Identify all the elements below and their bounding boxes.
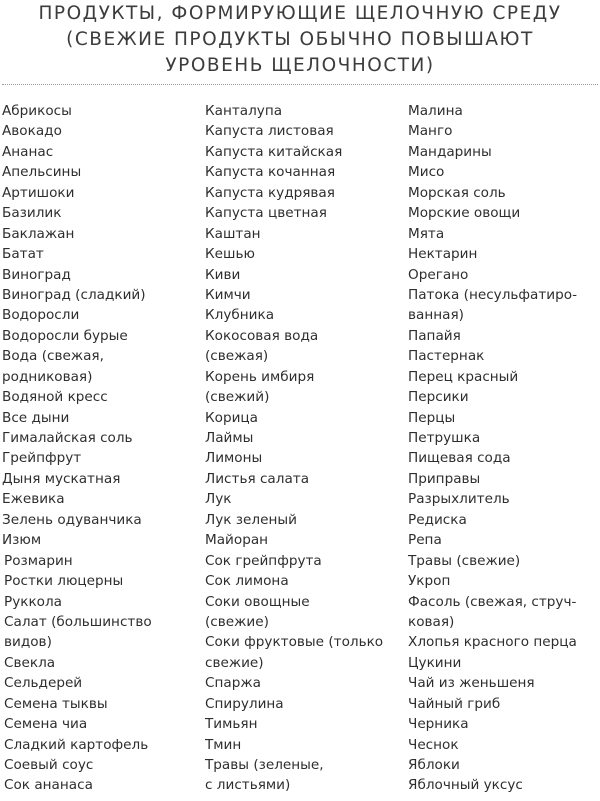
food-list-item: родниковая) [2, 368, 93, 385]
food-list-item: Мята [408, 225, 445, 242]
food-list-item: Базилик [2, 205, 62, 222]
food-list-item: Морские овощи [408, 205, 521, 222]
food-list-item: Сок ананаса [4, 777, 93, 794]
food-list-item: Салат (большинство [4, 613, 152, 630]
food-list-item: Семена чиа [4, 716, 88, 733]
food-list-item: Кокосовая вода [205, 327, 319, 344]
food-list-column-1 [2, 101, 198, 796]
food-list-item: Редиска [408, 511, 467, 528]
food-list-item: Руккола [4, 593, 62, 610]
food-list-item: Разрыхлитель [408, 491, 510, 508]
food-list-item: Водоросли [2, 307, 80, 324]
food-list-item: Нектарин [408, 246, 478, 263]
food-list-item: Хлопья красного перца [408, 634, 577, 651]
food-list-item: Грейпфрут [2, 450, 82, 467]
food-list-item: Капуста листовая [205, 123, 334, 140]
food-list-item: Капуста кудрявая [205, 184, 335, 201]
food-list-item: Мандарины [408, 143, 492, 160]
food-list-item: Сок лимона [205, 573, 289, 590]
page-title-line-1: ПРОДУКТЫ, ФОРМИРУЮЩИЕ ЩЕЛОЧНУЮ СРЕДУ [38, 3, 562, 24]
food-list-item: Укроп [408, 573, 451, 590]
page-title-line-3: УРОВЕНЬ ЩЕЛОЧНОСТИ) [165, 55, 435, 76]
food-list-item: Батат [2, 246, 44, 263]
food-list-item: Водяной кресс [2, 389, 108, 406]
food-list-item: Перцы [408, 409, 456, 426]
food-list-item: Семена тыквы [4, 695, 108, 712]
food-list-item: Зелень одуванчика [2, 511, 142, 528]
food-list-item: Репа [408, 532, 442, 549]
food-list-item: ванная) [408, 307, 464, 324]
food-list-item: Соки фруктовые (только [205, 634, 384, 651]
food-list-item: Спирулина [205, 695, 284, 712]
food-list-item: Тимьян [205, 716, 258, 733]
food-list-item: Лук зеленый [205, 511, 297, 528]
food-list-item: Чай из женьшеня [408, 675, 535, 692]
food-list-item: Пастернак [408, 348, 485, 365]
food-list-item: с листьями) [205, 777, 291, 794]
food-list-item: Патока (несульфатиро- [408, 286, 577, 303]
food-list-item: Баклажан [2, 225, 75, 242]
food-list-item: Авокадо [2, 123, 62, 140]
food-list-item: Изюм [2, 532, 42, 549]
food-list-item: (свежий) [205, 389, 270, 406]
food-list-item: Канталупа [205, 103, 283, 119]
food-list-item: Сок грейпфрута [205, 552, 322, 569]
food-list-item: Киви [205, 266, 241, 283]
food-list-item: Корица [205, 409, 259, 426]
food-list-item: (свежие) [205, 613, 269, 630]
page-title-line-2: (СВЕЖИЕ ПРОДУКТЫ ОБЫЧНО ПОВЫШАЮТ [66, 29, 534, 50]
food-list-item: Все дыни [2, 409, 70, 426]
food-list-item: Капуста китайская [205, 143, 343, 160]
food-list-item: Спаржа [205, 675, 261, 692]
food-list-item: Водоросли бурые [2, 327, 128, 344]
food-list-item: Цукини [408, 654, 462, 671]
food-list-item: Апельсины [2, 164, 82, 181]
food-list-item: Вода (свежая, [2, 348, 104, 365]
food-list-column-2 [205, 101, 401, 796]
food-list-item: Виноград (сладкий) [2, 286, 146, 303]
food-list-item: Ростки люцерны [4, 573, 124, 590]
food-list-item: Папайя [408, 327, 461, 344]
food-list-item: Яблоки [408, 757, 460, 773]
food-list-item: Капуста цветная [205, 205, 327, 222]
food-list-item: Ежевика [2, 491, 65, 508]
food-list-item: (свежая) [205, 348, 269, 365]
food-list-item: видов) [4, 634, 52, 651]
food-list-item: Тмин [205, 736, 242, 753]
food-list-item: ковая) [408, 613, 455, 630]
food-list-item: Абрикосы [2, 103, 72, 119]
food-list-item: Пищевая сода [408, 450, 511, 467]
food-list-item: Травы (зеленые, [205, 757, 324, 773]
food-list-item: Сладкий картофель [4, 736, 149, 753]
food-list-item: Соки овощные [205, 593, 310, 610]
food-list-item: Манго [408, 123, 453, 140]
food-list-item: Майоран [205, 532, 269, 549]
food-list-item: Капуста кочанная [205, 164, 336, 181]
food-list-item: Мисо [408, 164, 445, 181]
food-list-column-3 [408, 101, 600, 796]
food-list-item: Сельдерей [4, 675, 83, 692]
food-list-item: Морская соль [408, 184, 506, 201]
food-list-item: свежие) [205, 654, 264, 671]
food-list-item: Артишоки [2, 184, 75, 201]
food-list-item: Лук [205, 491, 232, 508]
food-list-item: Корень имбиря [205, 368, 315, 385]
food-list-item: Малина [408, 103, 463, 119]
food-list-item: Соевый соус [4, 757, 94, 773]
food-list-item: Персики [408, 389, 469, 406]
page-header [0, 0, 600, 79]
food-list-item: Розмарин [4, 552, 73, 569]
food-list-item: Лаймы [205, 430, 254, 446]
food-list-item: Петрушка [408, 430, 481, 446]
food-list-item: Дыня мускатная [2, 470, 121, 487]
food-list-item: Кешью [205, 246, 255, 263]
food-list-item: Чеснок [408, 736, 459, 753]
food-list-item: Виноград [2, 266, 71, 283]
food-list-item: Чайный гриб [408, 695, 501, 712]
food-list-item: Ананас [2, 143, 54, 160]
food-list-item: Гималайская соль [2, 430, 133, 446]
food-list-item: Кимчи [205, 286, 251, 303]
food-list-item: Приправы [408, 470, 481, 487]
food-list-item: Листья салата [205, 470, 310, 487]
food-list-item: Перец красный [408, 368, 519, 385]
dotted-divider [2, 84, 598, 85]
food-list-item: Лимоны [205, 450, 263, 467]
food-list-item: Клубника [205, 307, 275, 324]
food-list-item: Фасоль (свежая, струч- [408, 593, 577, 610]
food-list-item: Травы (свежие) [408, 552, 521, 569]
food-list-item: Черника [408, 716, 469, 733]
food-list-item: Орегано [408, 266, 469, 283]
food-list-item: Свекла [4, 654, 56, 671]
food-list-item: Каштан [205, 225, 261, 242]
food-list-item: Яблочный уксус [408, 777, 523, 794]
